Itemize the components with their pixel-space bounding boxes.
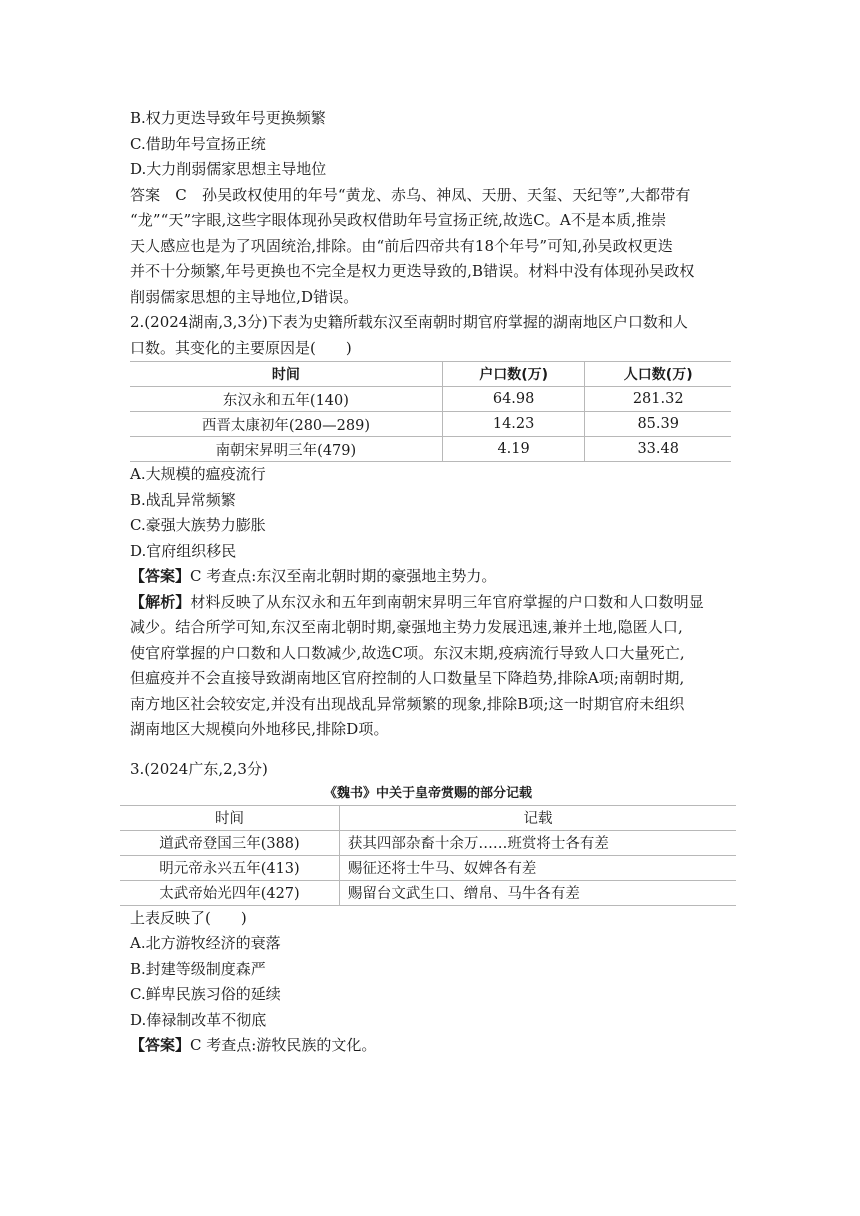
q2-stem-line: 2.(2024湖南,3,3分)下表为史籍所载东汉至南朝时期官府掌握的湖南地区户口数和人 — [130, 313, 688, 331]
table-cell: 64.98 — [442, 387, 585, 412]
q2-analysis-line: 但瘟疫并不会直接导致湖南地区官府控制的人口数量呈下降趋势,排除A项;南朝时期, — [130, 669, 685, 687]
q2-stem-line: 口数。其变化的主要原因是( ) — [130, 338, 352, 357]
answer-text: C 考查点:游牧民族的文化。 — [190, 1036, 377, 1054]
q2-analysis-line: 减少。结合所学可知,东汉至南北朝时期,豪强地主势力发展迅速,兼并土地,隐匿人口, — [130, 618, 683, 636]
table-header: 户口数(万) — [442, 362, 585, 387]
q2-analysis-line: 使官府掌握的户口数和人口数减少,故选C项。东汉末期,疫病流行导致人口大量死亡, — [130, 643, 685, 662]
question-3-section — [130, 757, 735, 1059]
table-cell: 明元帝永兴五年(413) — [120, 855, 339, 880]
table-cell: 太武帝始光四年(427) — [120, 880, 339, 905]
table-header: 人口数(万) — [585, 362, 731, 387]
analysis-tag: 【解析】 — [130, 592, 191, 611]
table-cell: 281.32 — [585, 387, 731, 412]
q2-option-a: A.大规模的瘟疫流行 — [130, 465, 266, 483]
q2-analysis-line: 湖南地区大规模向外地移民,排除D项。 — [130, 720, 389, 738]
table-cell: 东汉永和五年(140) — [130, 387, 442, 412]
q3-table — [120, 805, 736, 906]
q1-answer-line: 并不十分频繁,年号更换也不完全是权力更迭导致的,B错误。材料中没有体现孙吴政权 — [130, 262, 695, 280]
q3-option-d: D.俸禄制改革不彻底 — [130, 1010, 267, 1029]
table-header: 时间 — [120, 805, 339, 830]
question-1-section — [130, 106, 735, 310]
q3-stem: 3.(2024广东,2,3分) — [130, 760, 268, 778]
q3-answer — [130, 1033, 735, 1059]
answer-text: C 考查点:东汉至南北朝时期的豪强地主势力。 — [190, 567, 497, 585]
q1-option-c: C.借助年号宣扬正统 — [130, 134, 266, 153]
q3-question: 上表反映了( ) — [130, 908, 247, 927]
q3-option-a: A.北方游牧经济的衰落 — [130, 934, 281, 952]
q2-answer — [130, 564, 735, 590]
q3-option-b: B.封建等级制度森严 — [130, 959, 266, 978]
table-cell: 赐留台文武生口、缯帛、马牛各有差 — [339, 880, 736, 905]
q1-answer-line: 削弱儒家思想的主导地位,D错误。 — [130, 287, 359, 306]
table-cell: 赐征还将士牛马、奴婢各有差 — [339, 855, 736, 880]
table-cell: 33.48 — [585, 437, 731, 462]
q1-option-d: D.大力削弱儒家思想主导地位 — [130, 160, 327, 178]
table-cell: 南朝宋昇明三年(479) — [130, 437, 442, 462]
table-row — [130, 387, 731, 412]
q3-option-c: C.鲜卑民族习俗的延续 — [130, 985, 281, 1003]
table-cell: 4.19 — [442, 437, 585, 462]
table-row — [120, 880, 736, 905]
q1-answer-line: “龙”“天”字眼,这些字眼体现孙吴政权借助年号宣扬正统,故选C。A不是本质,推崇 — [130, 211, 667, 229]
table-row — [120, 830, 736, 855]
q2-analysis-line — [130, 590, 735, 616]
q2-table — [130, 361, 731, 462]
q3-table-caption: 《魏书》中关于皇帝赏赐的部分记载 — [323, 785, 532, 801]
q1-answer-line: 答案 C 孙吴政权使用的年号“黄龙、赤乌、神凤、天册、天玺、天纪等”,大都带有 — [130, 185, 691, 204]
analysis-text: 材料反映了从东汉永和五年到南朝宋昇明三年官府掌握的户口数和人口数明显 — [190, 592, 704, 611]
table-header-row — [130, 362, 731, 387]
q2-option-d: D.官府组织移民 — [130, 541, 237, 560]
table-row — [120, 855, 736, 880]
q1-answer-line: 天人感应也是为了巩固统治,排除。由“前后四帝共有18个年号”可知,孙吴政权更迭 — [130, 236, 673, 255]
q2-option-b: B.战乱异常频繁 — [130, 490, 236, 509]
answer-tag: 【答案】 — [130, 1036, 191, 1054]
table-header: 记载 — [339, 805, 736, 830]
q2-analysis-line: 南方地区社会较安定,并没有出现战乱异常频繁的现象,排除B项;这一时期官府未组织 — [130, 694, 685, 713]
table-cell: 85.39 — [585, 412, 731, 437]
table-row — [130, 412, 731, 437]
table-header-row — [120, 805, 736, 830]
table-row — [130, 437, 731, 462]
q1-option-b: B.权力更迭导致年号更换频繁 — [130, 109, 326, 127]
q2-option-c: C.豪强大族势力膨胀 — [130, 516, 266, 534]
table-cell: 道武帝登国三年(388) — [120, 830, 339, 855]
table-cell: 获其四部杂畜十余万……班赏将士各有差 — [339, 830, 736, 855]
question-2-section — [130, 310, 735, 743]
table-cell: 西晋太康初年(280—289) — [130, 412, 442, 437]
table-cell: 14.23 — [442, 412, 585, 437]
table-header: 时间 — [130, 362, 442, 387]
answer-tag: 【答案】 — [130, 567, 191, 585]
